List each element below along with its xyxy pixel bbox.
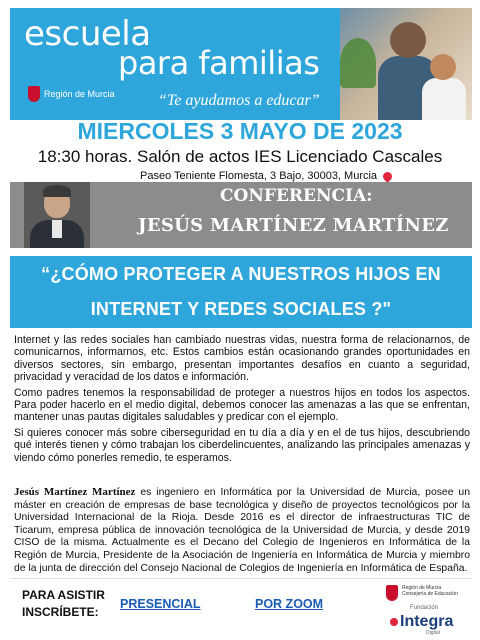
family-photo <box>340 8 472 120</box>
speaker-name: JESÚS MARTÍNEZ MARTÍNEZ <box>138 215 449 236</box>
logo-fundacion: Fundación <box>410 605 439 611</box>
speaker-photo <box>24 182 90 248</box>
logo-dept: Consejería de Educación <box>402 591 458 597</box>
presencial-link[interactable]: PRESENCIAL <box>120 597 201 611</box>
bio-name: Jesús Martínez Martínez <box>14 486 136 498</box>
event-date: MIERCOLES 3 MAYO DE 2023 <box>77 118 403 144</box>
speaker-bio <box>14 486 470 575</box>
sponsor-logos <box>386 583 466 635</box>
bio-text: es ingeniero en Informática por la Universidad de Murcia, posee un máster en creación de empresas de base tecnológica y diseño de proyectos tecnológicos por la Universidad Internacional de la Rioja. Desde 2016 es el director de infraestructuras TIC de Ticarum, empresa pública de innovación tecnológica de la Universidad de Murcia, y desde 2019 CISO de la misma. Actualmente es el Decano del Colegio de Ingenieros en Informática de la Región de Murcia, Presidente de la Asociación de Ingeniería en Informática de Murcia y miembro de la junta de dirección del Consejo Nacional de Colegios de Ingeniería en Informática de España. <box>14 487 470 574</box>
program-title-line1: escuela <box>24 14 151 54</box>
conference-band <box>10 182 472 248</box>
description-paragraph-2: Como padres tenemos la responsabilidad de proteger a nuestros hijos en todos los aspectos. Para poder hacerlo en el medio digital, debemos conocer las amenazas a las que se enfrentan, mantener unas pautas digitales saludables y predicar con el ejemplo. <box>14 386 470 424</box>
signup-line2: INSCRÍBETE: <box>22 605 99 619</box>
slogan: “Te ayudamos a educar” <box>158 92 320 109</box>
footer <box>10 578 472 637</box>
crest-icon <box>386 585 398 601</box>
topic-line1: “¿CÓMO PROTEGER A NUESTROS HIJOS EN <box>41 264 441 284</box>
integra-logo <box>390 613 453 631</box>
topic-band <box>10 256 472 328</box>
topic-line2: INTERNET Y REDES SOCIALES ?" <box>90 299 392 319</box>
region-logo <box>28 86 115 102</box>
event-address <box>140 170 392 182</box>
plant-image <box>340 38 376 88</box>
description <box>14 334 470 467</box>
child-head <box>430 54 456 80</box>
integra-word: Integra <box>400 613 454 630</box>
signup-line1: PARA ASISTIR <box>22 588 105 602</box>
integra-dot-icon <box>390 618 398 626</box>
event-time-place: 18:30 horas. Salón de actos IES Licenciado Cascales <box>37 147 443 166</box>
child-figure <box>422 78 466 120</box>
description-paragraph-1: Internet y las redes sociales han cambiado nuestras vidas, nuestra forma de relacionarnos, de comunicarnos, informarnos, etc. Estos cambios están ocasionando grandes oportunidades en diversos sectores, sin embargo, presentan importantes desafíos en cuanto a seguridad, privacidad y veracidad de los datos e información. <box>14 334 470 384</box>
logo-region: Región de Murcia <box>402 585 442 591</box>
signup-label <box>22 587 105 621</box>
map-pin-icon <box>381 170 394 183</box>
crest-icon <box>28 86 40 102</box>
speaker-hair <box>43 185 71 197</box>
speaker-shirt <box>52 220 62 238</box>
logo-region-text <box>402 585 458 597</box>
zoom-link[interactable]: POR ZOOM <box>255 597 324 611</box>
region-name: Región de Murcia <box>44 89 115 99</box>
conference-label: CONFERENCIA: <box>220 186 373 206</box>
description-paragraph-3: Si quieres conocer más sobre ciberseguridad en tu día a día y en el de tus hijos, descubriendo qué interés tienen y cómo trabajan los ciberdelincuentes, analizando las principales amenazas y viendo cómo ponerles remedio, te esperamos. <box>14 426 470 464</box>
parent-head <box>390 22 426 58</box>
logo-digital: Digital <box>426 630 440 636</box>
header-banner <box>10 8 472 120</box>
program-title-line2: para familias <box>118 44 320 82</box>
address-text: Paseo Teniente Flomesta, 3 Bajo, 30003, Murcia <box>140 170 378 182</box>
